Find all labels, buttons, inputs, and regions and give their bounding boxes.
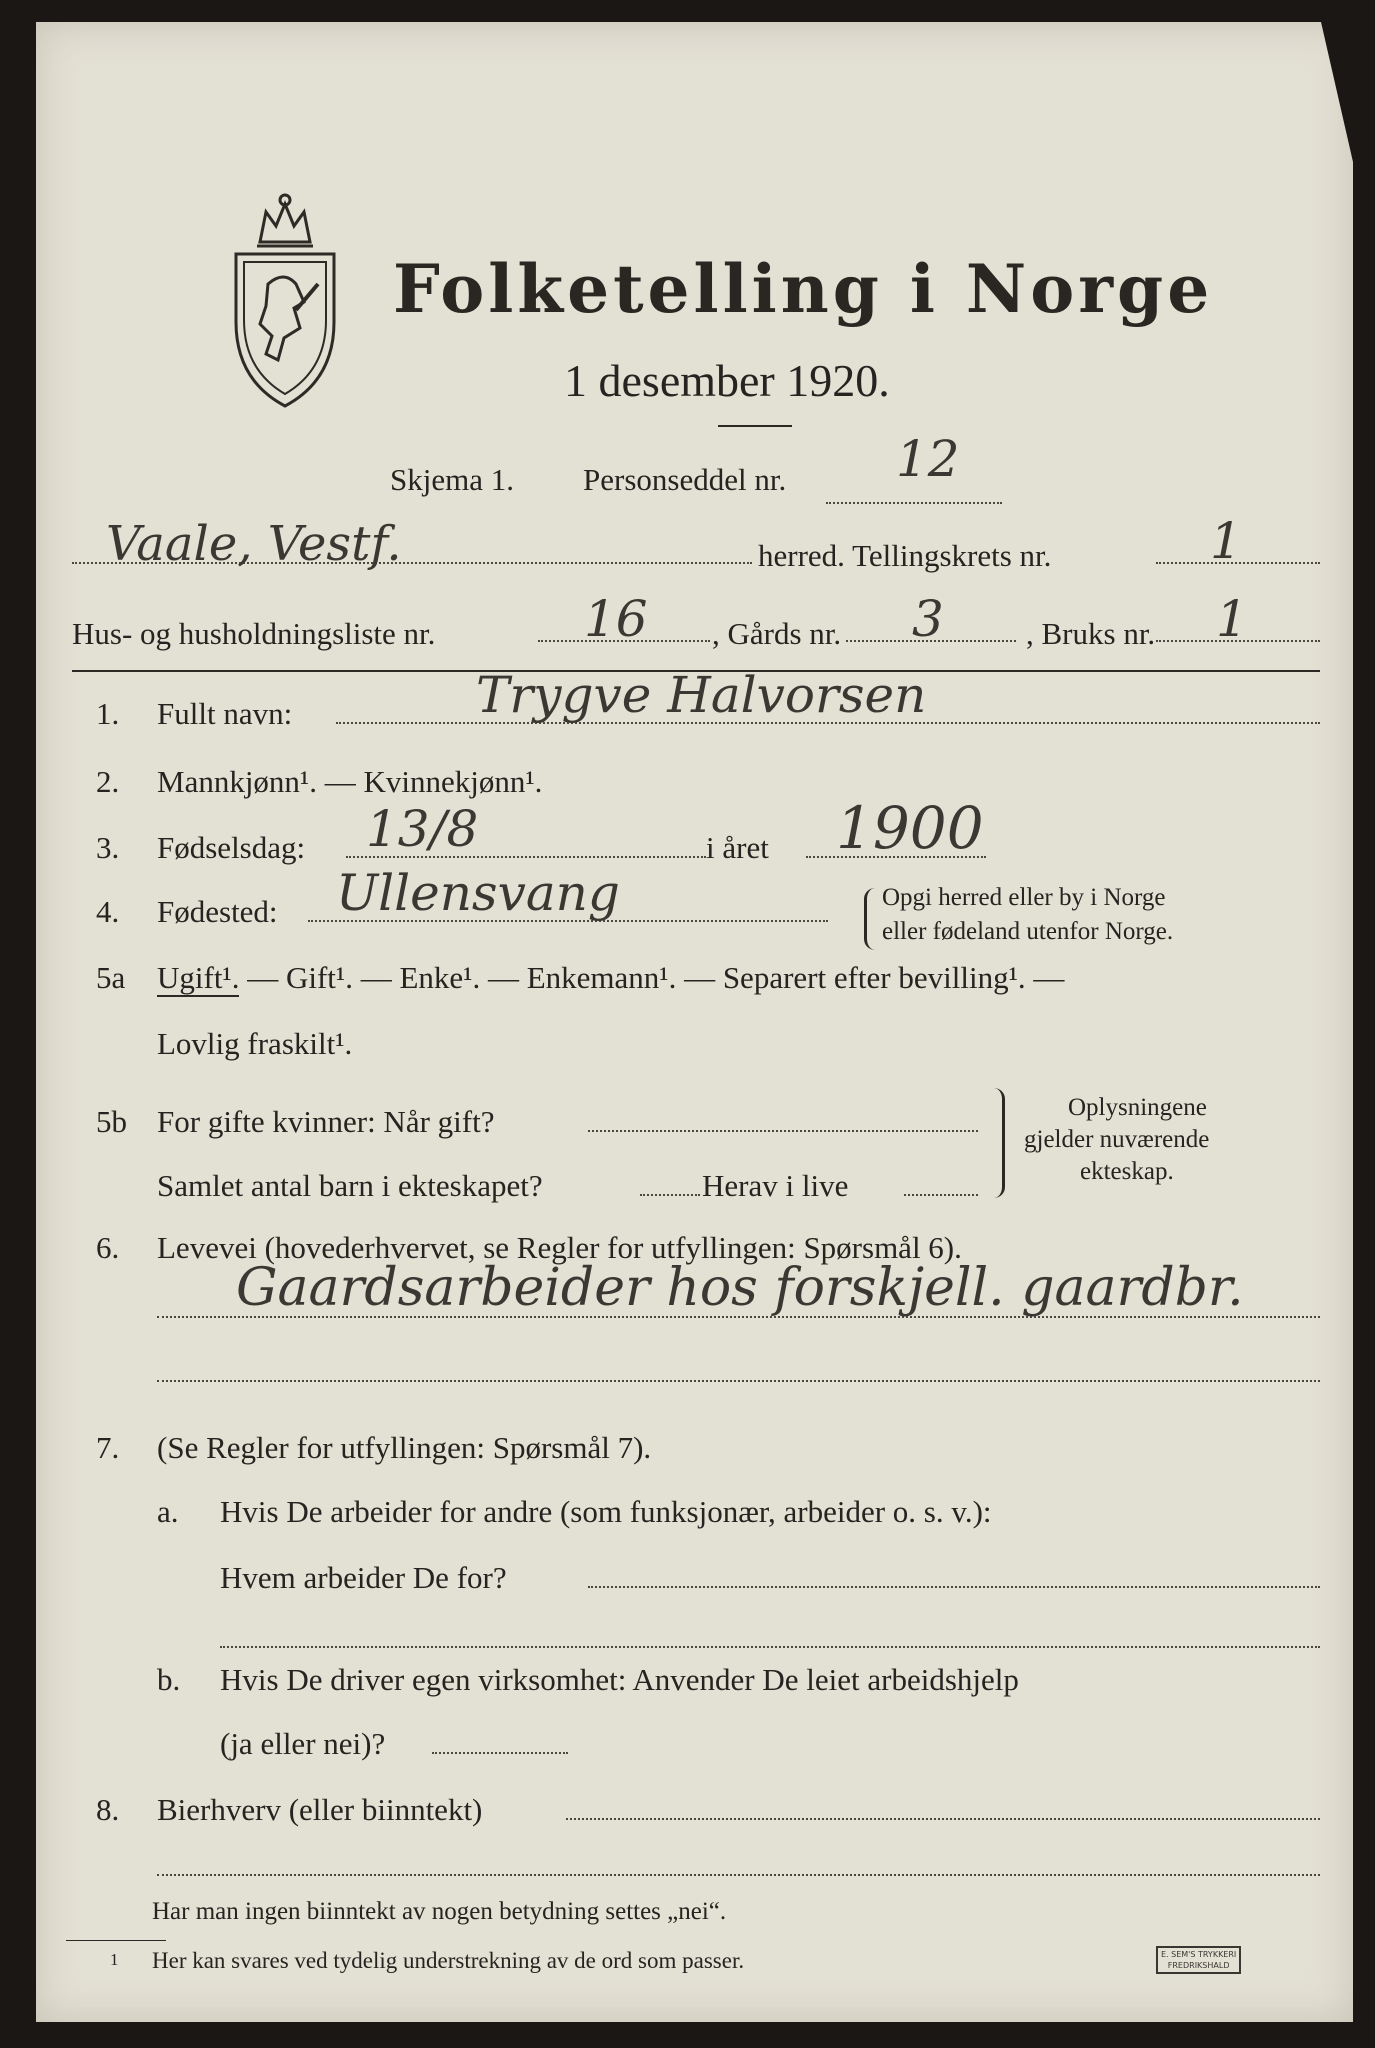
divider (718, 425, 792, 427)
bruks-value: 1 (1216, 590, 1248, 648)
personseddel-label: Personseddel nr. (583, 462, 787, 497)
gards-value: 3 (912, 590, 944, 648)
footnote-marker: 1 (110, 1950, 119, 1969)
q5b-label-1: For gifte kvinner: Når gift? (157, 1104, 495, 1139)
q6-label: Levevei (hovederhvervet, se Regler for utfyllingen: Spørsmål 6). (157, 1230, 962, 1265)
bruks-label: , Bruks nr. (1026, 616, 1156, 651)
footnote-text: Her kan svares ved tydelig understrekning av de ord som passer. (152, 1948, 745, 1973)
q5a-ugift-option: Ugift¹. (157, 960, 240, 995)
q8-number: 8. (96, 1792, 120, 1827)
q1-number: 1. (96, 696, 120, 731)
q7a-question: Hvem arbeider De for? (220, 1560, 507, 1595)
folded-corner (1321, 22, 1353, 162)
tellingskrets-value: 1 (1210, 512, 1242, 570)
q2-label: Mannkjønn¹. — Kvinnekjønn¹. (157, 764, 543, 799)
q8-label: Bierhverv (eller biinntekt) (157, 1792, 483, 1827)
coat-of-arms-icon (230, 192, 340, 414)
q5b-label-2: Samlet antal barn i ekteskapet? (157, 1168, 543, 1203)
q7a-label: Hvis De arbeider for andre (som funksjonær, arbeider o. s. v.): (220, 1494, 992, 1529)
q4-note-2: eller fødeland utenfor Norge. (882, 918, 1174, 945)
q7b-question: (ja eller nei)? (220, 1726, 386, 1761)
q4-value: Ullensvang (336, 864, 620, 922)
q5b-note-1: Oplysningene (1068, 1094, 1207, 1121)
q5a-number: 5a (96, 960, 126, 995)
q1-label: Fullt navn: (157, 696, 293, 731)
q6-value: Gaardsarbeider hos forskjell. gaardbr. (236, 1258, 1244, 1318)
q1-value: Trygve Halvorsen (476, 666, 927, 724)
q4-note-1: Opgi herred eller by i Norge (882, 884, 1166, 911)
q5a-other-options: — Gift¹. — Enke¹. — Enkemann¹. — Separert efter bevilling¹. — (239, 960, 1065, 995)
husholdning-label: Hus- og husholdningsliste nr. (72, 616, 436, 651)
gards-label: , Gårds nr. (712, 616, 842, 651)
q4-label: Fødested: (157, 894, 278, 929)
q2-number: 2. (96, 764, 120, 799)
q3-year-label: i året (706, 830, 769, 865)
q5b-note-2: gjelder nuværende (1024, 1126, 1210, 1153)
q7-label: (Se Regler for utfyllingen: Spørsmål 7). (157, 1430, 652, 1465)
form-date: 1 desember 1920. (564, 355, 890, 406)
form-title: Folketelling i Norge (393, 250, 1214, 328)
q3-label: Fødselsdag: (157, 830, 306, 865)
q7-number: 7. (96, 1430, 120, 1465)
q3-number: 3. (96, 830, 120, 865)
q4-number: 4. (96, 894, 120, 929)
printer-stamp: E. SEM'S TRYKKERI FREDRIKSHALD (1156, 1946, 1241, 1974)
herred-label: herred. Tellingskrets nr. (758, 538, 1052, 573)
q5b-note-3: ekteskap. (1080, 1158, 1174, 1185)
q5a-line-2: Lovlig fraskilt¹. (157, 1026, 353, 1061)
q7a-letter: a. (157, 1494, 179, 1529)
q7b-letter: b. (157, 1662, 181, 1697)
q8-note: Har man ingen biinntekt av nogen betydning settes „nei“. (152, 1898, 727, 1925)
q5b-number: 5b (96, 1104, 127, 1139)
q3-year-value: 1900 (836, 794, 984, 862)
q5b-label-3: Herav i live (702, 1168, 849, 1203)
q3-date-value: 13/8 (366, 800, 479, 858)
q6-number: 6. (96, 1230, 120, 1265)
personseddel-value: 12 (896, 430, 960, 488)
herred-value: Vaale, Vestf. (106, 516, 402, 572)
schema-label: Skjema 1. (390, 462, 514, 497)
q7b-label: Hvis De driver egen virksomhet: Anvender De leiet arbeidshjelp (220, 1662, 1019, 1697)
census-form (36, 22, 1353, 2022)
husholdning-value: 16 (584, 590, 648, 648)
